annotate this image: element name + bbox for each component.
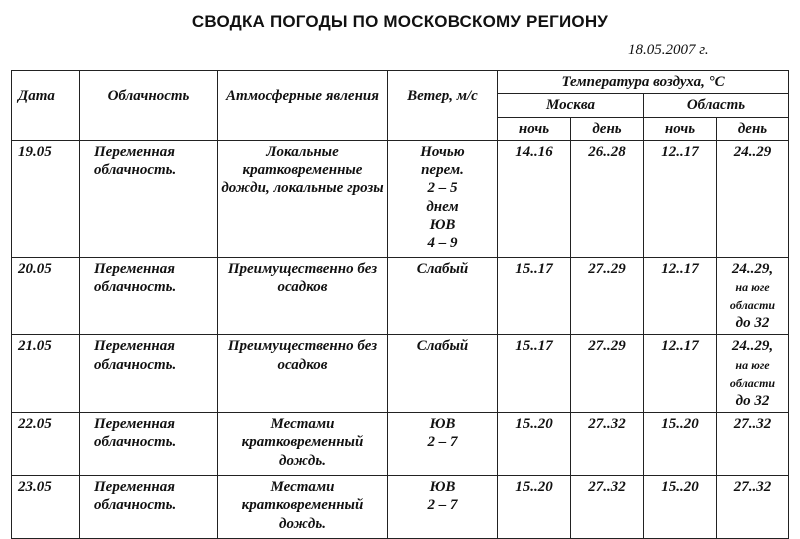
cell-region-day (717, 335, 789, 413)
cell-wind (388, 140, 498, 257)
region-day-value: 24..29, (731, 338, 774, 355)
cell-moscow-night: 14..16 (498, 140, 571, 257)
cell-cloud: Переменная облачность. (80, 140, 218, 257)
cell-region-day: 24..29 (717, 140, 789, 257)
cell-region-day (717, 257, 789, 335)
cell-moscow-day: 26..28 (571, 140, 644, 257)
wind-line: 2 – 7 (427, 497, 458, 514)
header-region-day: день (717, 117, 789, 140)
cell-cloud: Переменная облачность. (80, 413, 218, 476)
cell-wind (388, 476, 498, 539)
table-row (12, 335, 789, 413)
cell-moscow-night: 15..20 (498, 413, 571, 476)
table-row (12, 476, 789, 539)
header-phenomena: Атмосферные явления (218, 71, 388, 141)
report-date: 18.05.2007 г. (628, 42, 709, 58)
cell-moscow-day: 27..29 (571, 335, 644, 413)
cell-moscow-night: 15..20 (498, 476, 571, 539)
header-row-1 (12, 71, 789, 94)
header-region: Область (644, 94, 789, 117)
cell-region-night: 15..20 (644, 413, 717, 476)
header-temperature: Температура воздуха, °С (498, 71, 789, 94)
cell-date: 19.05 (12, 140, 80, 257)
region-day-tail: до 32 (735, 315, 770, 332)
cell-cloud: Переменная облачность. (80, 335, 218, 413)
wind-line: ЮВ (429, 217, 456, 234)
wind-line: Слабый (416, 260, 469, 277)
cell-phenomena: Местами кратковременный дождь. (218, 413, 388, 476)
header-date: Дата (12, 71, 80, 141)
wind-line: перем. (421, 162, 464, 179)
cell-cloud: Переменная облачность. (80, 257, 218, 335)
table-row (12, 257, 789, 335)
region-day-note: на юге области (729, 357, 776, 390)
header-region-night: ночь (644, 117, 717, 140)
cell-phenomena: Местами кратковременный дождь. (218, 476, 388, 539)
header-moscow-day: день (571, 117, 644, 140)
cell-region-night: 12..17 (644, 257, 717, 335)
page-title: СВОДКА ПОГОДЫ ПО МОСКОВСКОМУ РЕГИОНУ (191, 12, 609, 31)
cell-date: 23.05 (12, 476, 80, 539)
cell-region-night: 15..20 (644, 476, 717, 539)
cell-phenomena: Преимущественно без осадков (218, 335, 388, 413)
cell-phenomena: Локальные кратковременные дожди, локальные грозы (218, 140, 388, 257)
cell-moscow-day: 27..32 (571, 413, 644, 476)
wind-line: 2 – 5 (427, 180, 458, 197)
header-wind: Ветер, м/с (388, 71, 498, 141)
cell-moscow-night: 15..17 (498, 257, 571, 335)
cell-region-day: 27..32 (717, 413, 789, 476)
cell-region-day: 27..32 (717, 476, 789, 539)
region-day-value: 24..29, (731, 260, 774, 277)
cell-date: 21.05 (12, 335, 80, 413)
cell-moscow-night: 15..17 (498, 335, 571, 413)
cell-wind (388, 413, 498, 476)
weather-table (11, 70, 789, 539)
header-moscow-night: ночь (498, 117, 571, 140)
cell-wind (388, 257, 498, 335)
cell-moscow-day: 27..29 (571, 257, 644, 335)
region-day-note: на юге области (729, 280, 776, 313)
header-cloud: Облачность (80, 71, 218, 141)
cell-phenomena: Преимущественно без осадков (218, 257, 388, 335)
cell-region-night: 12..17 (644, 140, 717, 257)
header-moscow: Москва (498, 94, 644, 117)
wind-line: ЮВ (429, 416, 456, 433)
wind-line: 4 – 9 (427, 235, 458, 252)
table-row (12, 140, 789, 257)
wind-line: ЮВ (429, 479, 456, 496)
wind-line: Ночью (420, 143, 465, 160)
cell-moscow-day: 27..32 (571, 476, 644, 539)
wind-line: Слабый (416, 338, 469, 355)
cell-date: 20.05 (12, 257, 80, 335)
cell-wind (388, 335, 498, 413)
cell-region-night: 12..17 (644, 335, 717, 413)
wind-line: днем (426, 198, 459, 215)
cell-cloud: Переменная облачность. (80, 476, 218, 539)
wind-line: 2 – 7 (427, 434, 458, 451)
cell-date: 22.05 (12, 413, 80, 476)
table-row (12, 413, 789, 476)
region-day-tail: до 32 (735, 392, 770, 409)
